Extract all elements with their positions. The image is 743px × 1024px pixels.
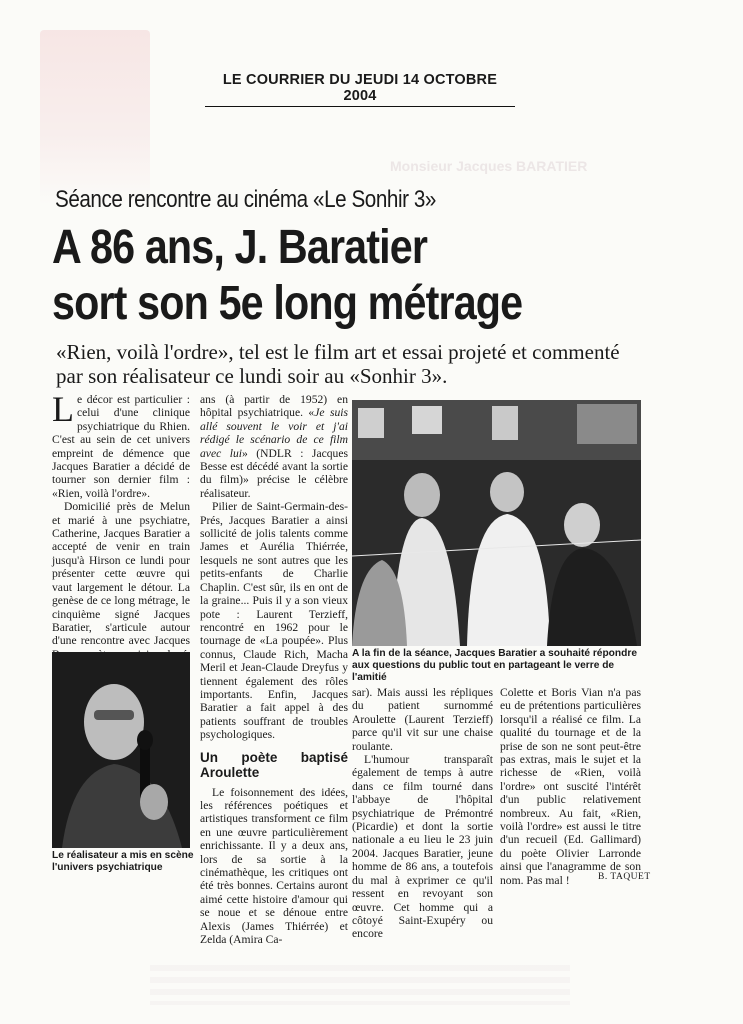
quote-text: Je suis allé souvent le voir et j'ai rédigé le scénario de ce film avec lui bbox=[200, 406, 349, 460]
headline-line-1: A 86 ans, J. Baratier bbox=[52, 221, 428, 274]
text-column-2 bbox=[200, 393, 348, 946]
paragraph-text: e décor est particulier : celui d'une clinique psychiatrique du Rhien. C'est au sein de cet univers empreint de démence que Jacques Baratier a décidé de tourner son dernier film : «Rien, voilà l'ordre». bbox=[52, 393, 190, 500]
paragraph: Le foisonnement des idées, les références poétiques et artistiques transforment ce film en une œuvre particulièrement enrichissante. Il y a deux ans, lors de sa sortie à la cinémathèque, les critiques ont été très bonnes. Certains auront aimé cette histoire d'amour qui se noue et se dénoue entre Alexis (James Thiérrée) et Zelda (Amira Ca- bbox=[200, 785, 348, 947]
photo-audience bbox=[352, 400, 641, 646]
text-column-1 bbox=[52, 389, 190, 688]
paragraph: L'humour transparaît également de temps à autre dans ce film tourné dans l'abbaye de l'hôpital psychiatrique de Prémontré (Picardie) et dont la sortie nationale a eu lieu le 23 juin 2004. Jacques Baratier, jeune homme de 86 ans, a toutefois du mal à exprimer ce qu'il ressent en revoyant son œuvre. Cet homme qui a côtoyé Saint-Exupéry ou encore bbox=[352, 753, 493, 941]
photo-director-caption: Le réalisateur a mis en scène l'univers psychiatrique bbox=[52, 850, 194, 873]
paragraph bbox=[200, 393, 348, 500]
faded-logo-watermark bbox=[40, 30, 150, 205]
article-kicker: Séance rencontre au cinéma «Le Sonhir 3» bbox=[55, 186, 436, 213]
text-column-3 bbox=[352, 686, 493, 941]
audience-photo-image bbox=[352, 400, 641, 646]
faded-footer-watermark bbox=[150, 965, 570, 1005]
newspaper-dateline: LE COURRIER DU JEUDI 14 OCTOBRE 2004 bbox=[205, 72, 515, 107]
article-headline bbox=[52, 220, 602, 332]
paragraph-text: » (NDLR : Jacques Besse est décédé avant la sortie du film)» précise le célèbre réalisateur. bbox=[200, 446, 348, 500]
text-column-4 bbox=[500, 686, 641, 887]
photo-audience-caption: A la fin de la séance, Jacques Baratier a souhaité répondre aux questions du public tout en partageant le verre de l'amitié bbox=[352, 648, 637, 683]
paragraph: Domicilié près de Melun et marié à une psychiatre, Catherine, Jacques Baratier a accepté de venir en train jusqu'à Hirson ce lundi pour présenter cette œuvre qui vaut largement le détour. La genèse de ce long métrage, le cinquième signé Jacques Baratier, s'articule autour d'une rencontre avec Jacques bbox=[52, 500, 190, 648]
paragraph-text: ans (à partir de 1952) en hôpital psychiatrique. « bbox=[200, 393, 348, 420]
director-portrait-image bbox=[52, 652, 190, 848]
paragraph: Pilier de Saint-Germain-des-Prés, Jacques Baratier a ainsi sollicité de jolis talents comme James et Aurélia Thiérrée, lesquels ne sont autres que les petits-enfants de Charlie Chaplin. C'est sûr, ils en ont de la graine... Puis il y a son vieux pote : Laurent Terzieff, rencontré en 1962 pour le tournage de «La poupée». Plus connus, Claude Rich, Macha Meril et Jean-Claude Dreyfus y tiennent également des rôles importants. Enfin, Jacques Baratier a fait appel à des patients souffrant de troubles psychologiques. bbox=[200, 500, 348, 742]
photo-director bbox=[52, 652, 190, 848]
article-standfirst: «Rien, voilà l'ordre», tel est le film art et essai projeté et commenté par son réalisateur ce lundi soir au «Sonhir 3». bbox=[56, 340, 620, 388]
dropcap: L bbox=[52, 389, 74, 429]
author-signature: B. TAQUET bbox=[598, 872, 651, 882]
paragraph: sar). Mais aussi les répliques du patient surnommé Aroulette (Laurent Terzieff) parce qu'il vit sur une chaise roulante. bbox=[352, 686, 493, 753]
paragraph bbox=[52, 389, 190, 500]
article-subhead: Un poète baptisé Aroulette bbox=[200, 749, 348, 780]
paragraph: Colette et Boris Vian n'a pas eu de prétentions particulières lorsqu'il a réalisé ce film. La qualité du tournage et de la prise de son ne sont peut-être pas extras, mais le sujet et la richesse de «Rien, voilà l'ordre» ont suscité l'intérêt d'un public relativement nombreux. Au fait, «Rien, voilà l'ordre» est aussi le titre d'un recueil (Ed. Gallimard) du poète Olivier Larronde ainsi que l'anagramme de son nom. Pas mal ! bbox=[500, 686, 641, 887]
headline-line-2: sort son 5e long métrage bbox=[52, 277, 523, 330]
faded-letterhead-text: Monsieur Jacques BARATIER bbox=[390, 158, 588, 174]
